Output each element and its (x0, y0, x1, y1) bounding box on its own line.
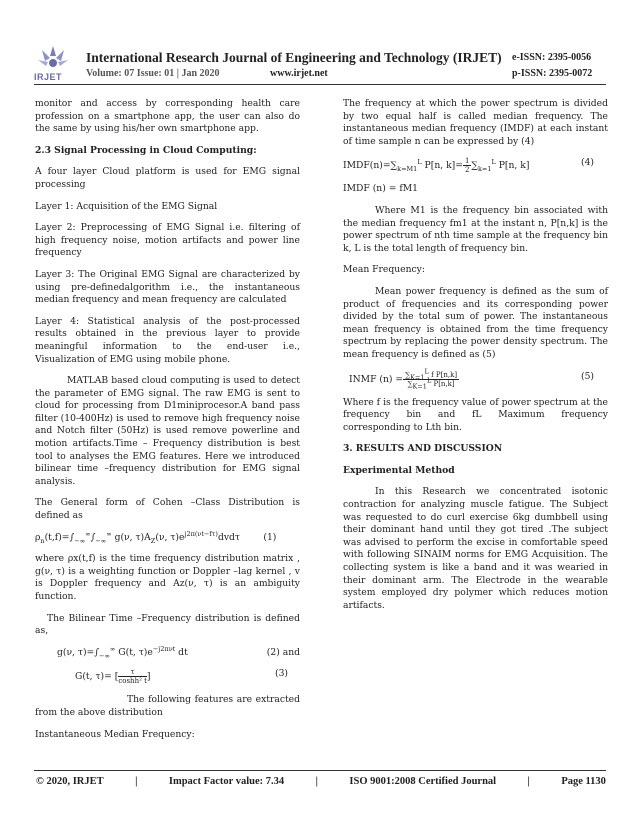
paragraph: Instantaneous Median Frequency: (35, 728, 195, 740)
journal-title: International Research Journal of Engineering and Technology (IRJET) (86, 50, 502, 65)
paragraph: monitor and access by corresponding health care profession on a smartphone app, the user can also do the same by using his/her own smartphone app. (35, 98, 300, 135)
equation-number: (4) (580, 157, 594, 169)
page-number: Page 1130 (561, 776, 606, 787)
paragraph: Mean Frequency: (343, 264, 425, 276)
paragraph: IMDF (n) = fM1 (343, 183, 418, 195)
equation-number: (1) (263, 531, 277, 543)
equation-4: $IMDF(n)=\sum_{k=M1}^L$ P[n, k]= $\frac{1}{2}$ $\sum_{k=1}^L$ P[n, k] (4) (343, 157, 594, 175)
paragraph: The following features are extracted from the above distribution (35, 694, 300, 718)
iso-certification: ISO 9001:2008 Certified Journal (349, 776, 497, 787)
paragraph: Layer 2: Preprocessing of EMG Signal i.e. filtering of high frequency noise, motion artifacts and power line frequency (35, 222, 300, 259)
logo-text: IRJET (34, 72, 63, 82)
paragraph: The frequency at which the power spectrum is divided by two equal half is called median frequency. The instantaneous median frequency (IMDF) at each instant of time sample n can be expressed by (4) (343, 98, 608, 147)
paragraph: Mean power frequency is defined as the sum of product of frequencies and its corresponding power divided by the total sum of power. The instantaneous mean frequency is obtained from the time frequency spectrum by replacing the power density spectrum. The mean frequency is defined as (5) (343, 285, 608, 360)
copyright: © 2020, IRJET (36, 776, 104, 787)
paragraph: Layer 3: The Original EMG Signal are characterized by using pre-definedalgorithm i.e., the instantaneous median frequency and mean frequency are calculated (35, 268, 300, 306)
paragraph: Where M1 is the frequency bin associated with the median frequency fm1 at the instant n, P[n,k] is the power spectrum of nth time sample at the frequency bin k, L is the total length of frequency bin. (343, 204, 608, 254)
footer-divider (34, 770, 606, 771)
right-column (343, 98, 608, 621)
section-heading: 2.3 Signal Processing in Cloud Computing: (35, 144, 257, 156)
section-heading: 3. RESULTS AND DISCUSSION (343, 443, 503, 455)
equation-number: (2) and (266, 646, 300, 658)
impact-factor: Impact Factor value: 7.34 (168, 776, 285, 787)
irjet-logo-icon (36, 44, 70, 74)
page-header (0, 0, 638, 96)
paragraph: Layer 4: Statistical analysis of the post-processed results obtained in the previous layer to provide meaningful information to the end-user i.e., Visualization of EMG using mobile phone. (35, 315, 300, 365)
footer-separator: | (135, 776, 138, 787)
equation-1: $\rho_n(t,f)=\int_{-\infty}^\infty\int_{-\infty}^\infty$ g(ν, $\tau)A_Z(\nu$, $\tau)e^{j2\pi(\nu t-f\tau)}dvd\tau$ (1) (35, 529, 277, 545)
paragraph: MATLAB based cloud computing is used to detect the parameter of EMG signal. The raw EMG is sent to cloud for processing from D1miniprocesor.A band pass filter (10-400Hz) is used to remove high frequency noise and Notch filter (50Hz) is used remove powerline and motion artifacts.Time – Frequency distribution is best tool to analyses the EMG features. Here we introduced bilinear time –frequency distribution for EMG signal analysis. (35, 375, 300, 487)
footer-separator: | (315, 776, 318, 787)
equation-5: INMF (n) = $\frac{\sum_{K=1}^L f P[n,k]}{\sum_{K=1}^L P[n,k]}$ (5) (349, 367, 594, 390)
equation-number: (5) (580, 370, 594, 382)
paragraph: The Bilinear Time –Frequency distribution is defined as, (35, 612, 300, 637)
p-issn: p-ISSN: 2395-0072 (512, 68, 593, 79)
equation-2: g(ν, $\tau)=\int_{-\infty}^\infty$ G(t, $\tau)e^{-j2\pi\nu t}$ dt (2) and (57, 644, 300, 660)
website-link[interactable]: www.irjet.net (270, 68, 328, 79)
paragraph: In this Research we concentrated isotonic contraction for analyzing muscle fatigue. The Subject was requested to do curl exercise 6kg dumbbell using their dominant hand until they got tired .The subject was advised to perform the excise in comfortable speed with following SINAIM norms for EMG Acquisition. The collecting system is like a band and it was wearied in their dominant arm. The Electrode in the wearable system employed dry polymer which reduces motion artifacts. (343, 486, 608, 611)
header-divider (34, 84, 606, 85)
page-footer (36, 776, 606, 787)
paragraph: Layer 1: Acquisition of the EMG Signal (35, 200, 218, 212)
e-issn: e-ISSN: 2395-0056 (512, 52, 592, 63)
volume-issue: Volume: 07 Issue: 01 | Jan 2020 (86, 68, 220, 79)
paragraph: where ρx(t,f) is the time frequency distribution matrix , g(ν, τ) is a weighting function or Doppler –lag kernel , v is Doppler frequency and Az(ν, τ) is an ambiguity function. (35, 553, 300, 602)
subsection-heading: Experimental Method (343, 464, 455, 476)
paragraph: The General form of Cohen –Class Distribution is defined as (35, 497, 300, 522)
equation-3: G(t, τ)= [ $\frac{\tau}{\text{coshh² t}}$ ] (3) (75, 668, 288, 686)
paragraph: Where f is the frequency value of power spectrum at the frequency bin and fL Maximum frequency corresponding to Lth bin. (343, 396, 608, 433)
paragraph: A four layer Cloud platform is used for EMG signal processing (35, 166, 300, 190)
left-column (35, 98, 300, 750)
equation-number: (3) (274, 668, 288, 680)
footer-separator: | (527, 776, 530, 787)
